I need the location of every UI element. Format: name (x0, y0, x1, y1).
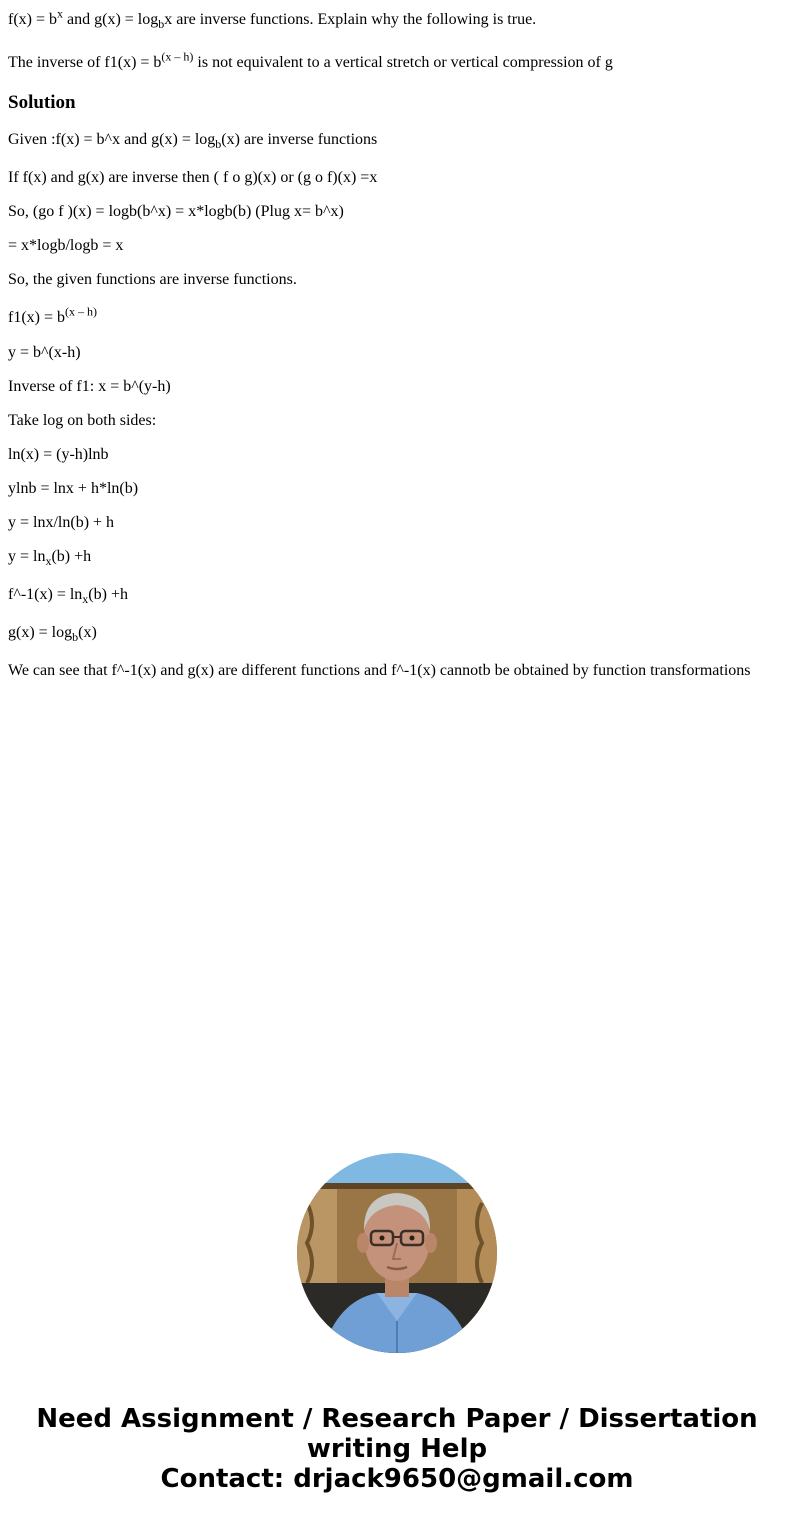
solution-step: So, (go f )(x) = logb(b^x) = x*logb(b) (Plug x= b^x) (8, 203, 344, 220)
promo-line: Need Assignment / Research Paper / Dissertation (36, 1404, 758, 1434)
solution-conclusion: We can see that f^-1(x) and g(x) are different functions and f^-1(x) cannotb be obtained by function transformations (8, 662, 751, 679)
solution-step (8, 547, 91, 567)
subscript: b (158, 17, 165, 32)
solution-text: f^-1(x) = ln (8, 586, 83, 603)
solution-step: ylnb = lnx + h*ln(b) (8, 480, 139, 497)
question-line-2 (8, 49, 613, 73)
solution-text: y = ln (8, 548, 46, 565)
solution-text: (x) are inverse functions (221, 131, 378, 148)
promo-footer (0, 1404, 794, 1494)
solution-step (8, 623, 97, 643)
subscript: b (72, 630, 79, 645)
portrait-illustration (297, 1153, 497, 1353)
question-text: The inverse of f1(x) = b (8, 54, 162, 71)
superscript: (x – h) (161, 49, 194, 64)
solution-heading: Solution (8, 92, 76, 113)
question-text: x are inverse functions. Explain why the following is true. (164, 11, 537, 28)
subscript: x (45, 554, 52, 569)
question-line-1 (8, 6, 537, 32)
solution-step: ln(x) = (y-h)lnb (8, 446, 109, 463)
question-text: and g(x) = log (63, 11, 159, 28)
solution-step (8, 585, 128, 605)
solution-step: = x*logb/logb = x (8, 237, 124, 254)
solution-step: If f(x) and g(x) are inverse then ( f o g)(x) or (g o f)(x) =x (8, 169, 378, 186)
solution-step: y = lnx/ln(b) + h (8, 514, 115, 531)
solution-step: y = b^(x-h) (8, 344, 81, 361)
solution-given (8, 130, 377, 150)
solution-text: Given :f(x) = b^x and g(x) = log (8, 131, 216, 148)
author-avatar (297, 1153, 497, 1353)
question-text: f(x) = b (8, 11, 58, 28)
solution-step: Take log on both sides: (8, 412, 157, 429)
solution-step: Inverse of f1: x = b^(y-h) (8, 378, 171, 395)
subscript: b (215, 137, 222, 152)
solution-text: f1(x) = b (8, 309, 66, 326)
solution-f1 (8, 304, 98, 328)
solution-text: g(x) = log (8, 624, 73, 641)
contact-line: Contact: drjack9650@gmail.com (160, 1464, 634, 1494)
solution-step: So, the given functions are inverse functions. (8, 271, 297, 288)
solution-text: (b) +h (51, 548, 92, 565)
solution-text: (x) (78, 624, 97, 641)
question-text: is not equivalent to a vertical stretch or vertical compression of g (193, 54, 613, 71)
superscript: (x – h) (65, 304, 98, 319)
promo-line: writing Help (306, 1434, 488, 1464)
solution-text: (b) +h (88, 586, 128, 603)
subscript: x (82, 592, 89, 607)
superscript: x (57, 6, 64, 21)
